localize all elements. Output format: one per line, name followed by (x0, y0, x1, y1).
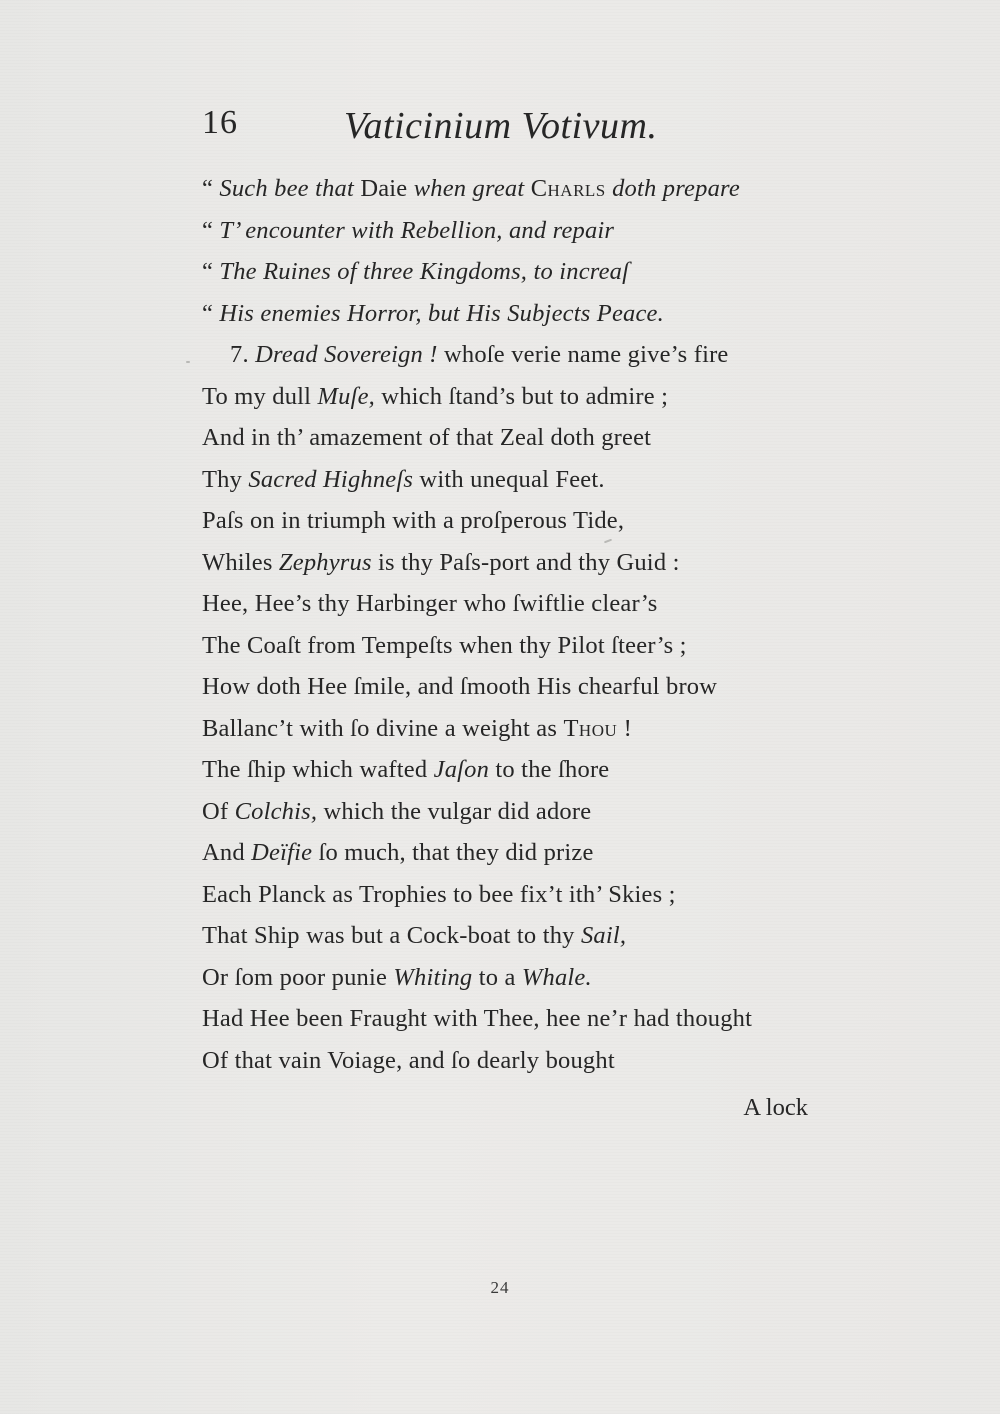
page-number: 16 (202, 104, 238, 141)
line-text: “ (202, 175, 220, 202)
italic-text: The Ruines of three Kingdoms, to increaſ (219, 258, 630, 285)
italic-text: when great (413, 175, 531, 202)
line-text: whoſe verie name give’s fire (437, 341, 729, 368)
italic-text: doth prepare (605, 175, 740, 202)
poem-line (202, 210, 822, 252)
italic-text: Jaſon (433, 756, 490, 783)
poem-line (202, 583, 822, 625)
line-text: which the vulgar did adore (317, 797, 592, 825)
line-text: to a (472, 963, 522, 991)
italic-text: Colchis, (234, 797, 318, 825)
poem-line (202, 625, 822, 667)
line-text: with unequal Feet. (413, 465, 605, 493)
poem-line (202, 666, 822, 708)
line-text: To my dull (202, 382, 318, 410)
line-text: Ballanc’t with ſo divine a weight as (202, 714, 564, 742)
line-text: “ (202, 216, 220, 244)
small-caps-text: Thou (563, 714, 618, 742)
poem-line (202, 874, 822, 916)
line-text: Had Hee been Fraught with Thee, hee ne’r had thought (202, 1005, 753, 1032)
poem-line (202, 500, 822, 542)
small-caps-text: Charls (530, 175, 606, 202)
catchword: A lock (743, 1094, 808, 1121)
poem-body (202, 168, 822, 1081)
line-text: Paſs on in triumph with a proſperous Tide, (202, 507, 625, 534)
line-text: Of that vain Voiage, and ſo dearly bought (202, 1046, 615, 1074)
line-text: ſo much, that they did prize (312, 839, 594, 866)
line-text: is thy Paſs-port and thy Guid : (371, 548, 680, 576)
poem-line (202, 708, 822, 750)
line-text: The Coaſt from Tempeſts when thy Pilot ſteer’s ; (202, 631, 687, 659)
italic-text: T’ encounter with Rebellion, and repair (219, 216, 615, 244)
italic-text: Whale. (521, 963, 592, 991)
poem-line (202, 334, 822, 376)
line-text: “ (202, 299, 220, 327)
line-text: Whiles (202, 548, 279, 576)
poem-line (202, 542, 822, 584)
line-text: which ſtand’s but to admire ; (374, 382, 669, 410)
poem-line (202, 749, 822, 791)
italic-text: Sacred Highneſs (248, 465, 414, 493)
italic-text: Such bee that (219, 175, 361, 202)
running-title: Vaticinium Votivum. (344, 105, 658, 147)
poem-line (202, 791, 822, 833)
line-text: Thy (202, 465, 249, 493)
line-text: ! (617, 714, 632, 742)
italic-text: Dread Sovereign ! (255, 341, 438, 368)
poem-line (202, 168, 822, 210)
line-text: And in th’ amazement of that Zeal doth greet (202, 424, 652, 451)
poem-line (202, 915, 822, 957)
line-text: How doth Hee ſmile, and ſmooth His chearful brow (202, 673, 718, 700)
poem-line (202, 832, 822, 874)
line-text: And (202, 839, 252, 866)
paper-speck (186, 361, 190, 363)
poem-line (202, 957, 822, 999)
line-text: “ (202, 258, 220, 285)
page-header (200, 100, 820, 160)
italic-text: Muſe, (317, 382, 375, 410)
show-through-text (806, 210, 996, 1110)
poem-line (202, 376, 822, 418)
line-text: to the ſhore (489, 756, 610, 783)
italic-text: Zephyrus (278, 548, 372, 576)
line-text: Daie (360, 175, 414, 202)
line-text: Each Planck as Trophies to bee fix’t ith’ Skies ; (202, 880, 676, 908)
italic-text: Sail, (580, 922, 627, 949)
line-text: That Ship was but a Cock-boat to thy (202, 922, 581, 949)
line-text: The ſhip which wafted (202, 756, 434, 783)
signature-number: 24 (490, 1278, 510, 1297)
poem-line (202, 459, 822, 501)
poem-line (202, 1040, 822, 1082)
italic-text: Deïfie (251, 839, 313, 866)
poem-line (202, 417, 822, 459)
italic-text: Whiting (393, 963, 473, 991)
italic-text: His enemies Horror, but His Subjects Peace. (219, 299, 664, 327)
poem-line (202, 998, 822, 1040)
line-text: Hee, Hee’s thy Harbinger who ſwiftlie clear’s (202, 590, 658, 617)
poem-line (202, 293, 822, 335)
poem-line (202, 251, 822, 293)
line-text: 7. (230, 341, 256, 368)
line-text: Of (202, 797, 235, 825)
line-text: Or ſom poor punie (202, 963, 394, 991)
